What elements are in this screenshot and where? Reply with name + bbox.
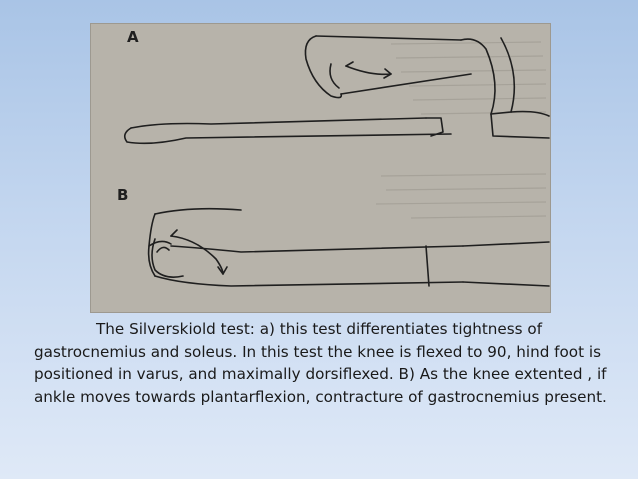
silverskiold-illustration <box>91 24 550 312</box>
figure-caption: The Silverskiold test: a) this test differentiates tightness of gastrocnemius and soleus. In this test the knee is flexed to 90, hind foot is positioned in varus, and maximally dorsiflexed. B) As the knee extented , if ankle moves towards plantarflexion, contracture of gastrocnemius present. <box>34 320 607 406</box>
label-a: A <box>127 28 139 46</box>
leg-diagram <box>91 24 550 312</box>
diagram-a-flexed-knee <box>125 36 549 143</box>
label-b: B <box>117 186 129 204</box>
diagram-b-extended-knee <box>149 209 549 286</box>
